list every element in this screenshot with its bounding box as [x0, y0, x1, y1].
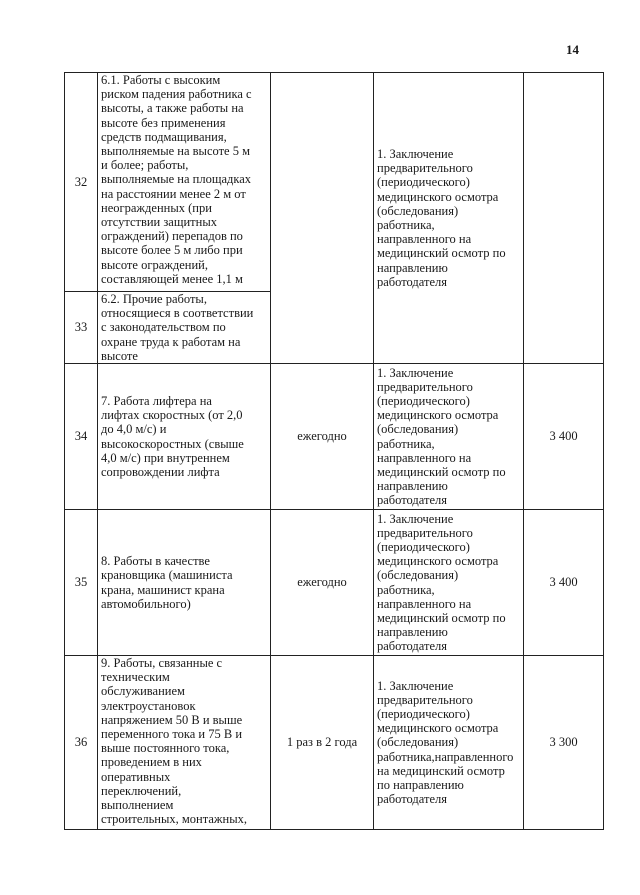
- frequency-cell: [271, 73, 374, 364]
- document-cell: 1. Заключение предварительного (периодического) медицинского осмотра (обследования) работника, направленного на медицинский осмотр по направлению работодателя: [374, 510, 524, 656]
- frequency-cell: 1 раз в 2 года: [271, 656, 374, 830]
- work-type-cell: 6.1. Работы с высоким риском падения работника с высоты, а также работы на высоте без применения средств подмащивания, выполняемые на высоте 5 м и более; работы, выполняемые на площадках на расстоянии менее 2 м от неогражденных (при отсутствии защитных ограждений) перепадов по высоте более 5 м либо при высоте ограждений, составляющей менее 1,1 м: [98, 73, 271, 292]
- document-cell: 1. Заключение предварительного (периодического) медицинского осмотра (обследования) работника,направленного на медицинский осмотр по направлению работодателя: [374, 656, 524, 830]
- table-row: [65, 364, 604, 510]
- frequency-cell: ежегодно: [271, 364, 374, 510]
- row-number: 33: [65, 292, 98, 364]
- row-number: 34: [65, 364, 98, 510]
- row-number: 35: [65, 510, 98, 656]
- page-number: 14: [566, 42, 579, 57]
- work-type-cell: 9. Работы, связанные с техническим обслуживанием электроустановок напряжением 50 В и выше переменного тока и 75 В и выше постоянного тока, проведением в них оперативных переключений, выполнением строительных, монтажных,: [98, 656, 271, 830]
- price-cell: 3 400: [524, 510, 604, 656]
- price-cell: 3 300: [524, 656, 604, 830]
- row-number: 36: [65, 656, 98, 830]
- work-type-cell: 6.2. Прочие работы, относящиеся в соответствии с законодательством по охране труда к работам на высоте: [98, 292, 271, 364]
- work-type-cell: 8. Работы в качестве крановщика (машиниста крана, машинист крана автомобильного): [98, 510, 271, 656]
- row-number: 32: [65, 73, 98, 292]
- document-cell: 1. Заключение предварительного (периодического) медицинского осмотра (обследования) работника, направленного на медицинский осмотр по направлению работодателя: [374, 364, 524, 510]
- price-cell: 3 400: [524, 364, 604, 510]
- table-row: [65, 73, 604, 292]
- frequency-cell: ежегодно: [271, 510, 374, 656]
- table-row: [65, 510, 604, 656]
- table-row: [65, 656, 604, 830]
- document-cell: 1. Заключение предварительного (периодического) медицинского осмотра (обследования) работника, направленного на медицинский осмотр по направлению работодателя: [374, 73, 524, 364]
- work-type-cell: 7. Работа лифтера на лифтах скоростных (от 2,0 до 4,0 м/с) и высокоскоростных (свыше 4,0 м/с) при внутреннем сопровождении лифта: [98, 364, 271, 510]
- requirements-table: [64, 72, 604, 830]
- price-cell: [524, 73, 604, 364]
